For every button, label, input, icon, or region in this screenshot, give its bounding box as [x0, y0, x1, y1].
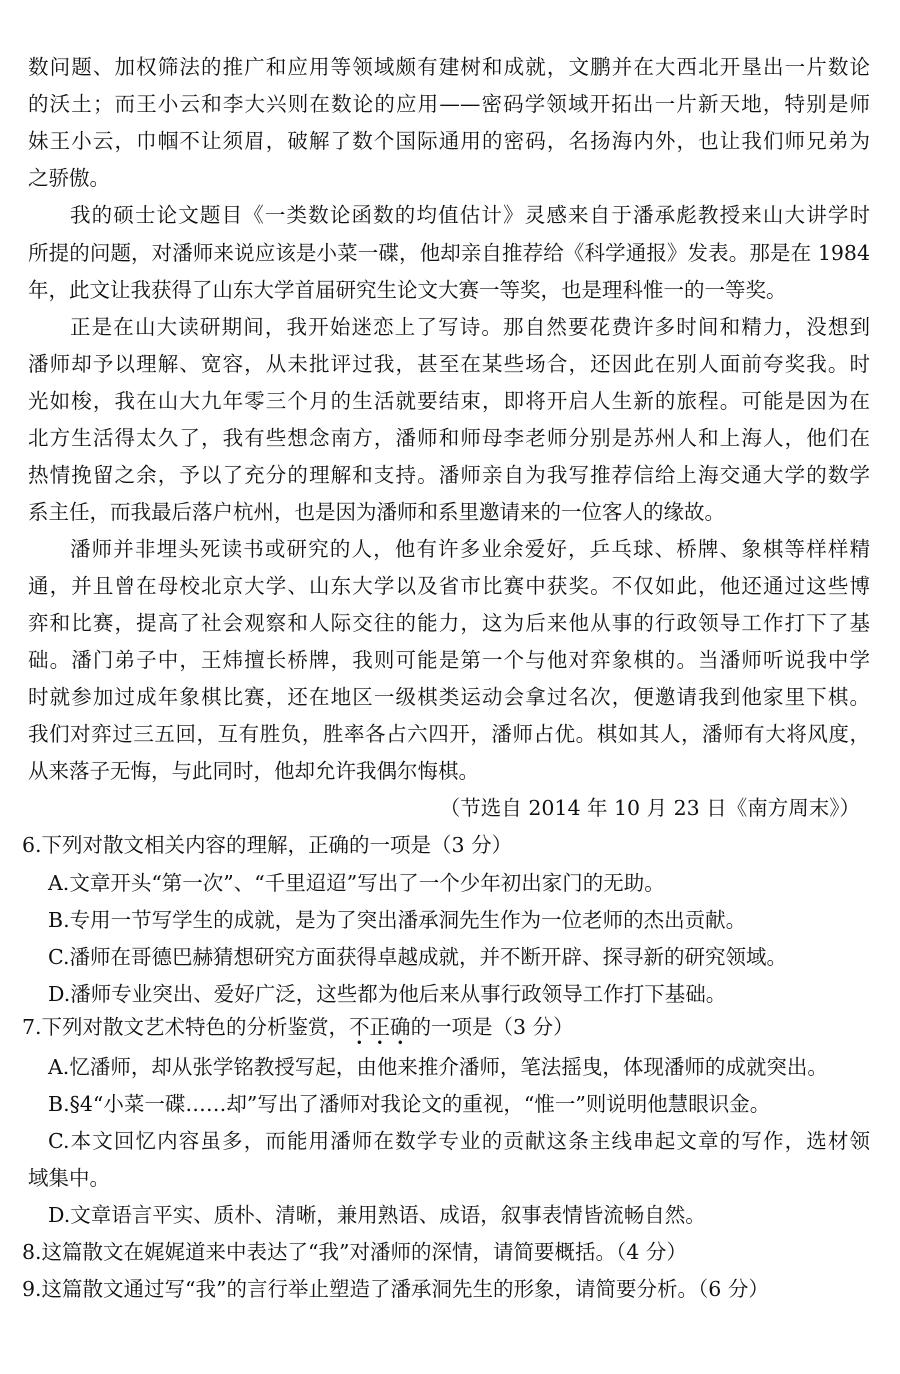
- body-line: 光如梭，我在山大九年零三个月的生活就要结束，即将开启人生新的旅程。可能是因为在: [28, 389, 870, 413]
- question-7-option-c: C.本文回忆内容虽多，而能用潘师在数学专业的贡献这条主线串起文章的写作，选材领: [48, 1129, 870, 1153]
- body-line: 潘师却予以理解、宽容，从未批评过我，甚至在某些场合，还因此在别人面前夸奖我。时: [28, 352, 870, 376]
- body-line: 潘师并非埋头死读书或研究的人，他有许多业余爱好，乒乓球、桥牌、象棋等样样精: [70, 537, 870, 561]
- body-line: 正是在山大读研期间，我开始迷恋上了写诗。那自然要花费许多时间和精力，没想到: [70, 315, 870, 339]
- question-9: 9.这篇散文通过写“我”的言行举止塑造了潘承洞先生的形象，请简要分析。（6 分）: [22, 1277, 769, 1301]
- body-line: 时就参加过成年象棋比赛，还在地区一级棋类运动会拿过名次，便邀请我到他家里下棋。: [28, 685, 870, 709]
- body-line: 数问题、加权筛法的推广和应用等领域颇有建树和成就，文鹏并在大西北开垦出一片数论: [28, 55, 870, 79]
- emphasis-text: 不正确: [349, 1015, 411, 1039]
- question-7-option-b: B.§4“小菜一碟……却”写出了潘师对我论文的重视，“惟一”则说明他慧眼识金。: [48, 1092, 771, 1116]
- question-7-stem-prefix: 7.下列对散文艺术特色的分析鉴赏，: [22, 1015, 350, 1039]
- question-7-stem: [22, 1012, 574, 1050]
- body-line: 我的硕士论文题目《一类数论函数的均值估计》灵感来自于潘承彪教授来山大讲学时: [70, 203, 870, 227]
- body-line: 所提的问题，对潘师来说应该是小菜一碟，他却亲自推荐给《科学通报》发表。那是在 1984: [28, 241, 870, 265]
- body-line: 妹王小云，巾帼不让须眉，破解了数个国际通用的密码，名扬海内外，也让我们师兄弟为: [28, 129, 870, 153]
- question-8: 8.这篇散文在娓娓道来中表达了“我”对潘师的深情，请简要概括。（4 分）: [22, 1240, 687, 1264]
- question-7-stem-suffix: 的一项是（3 分）: [410, 1015, 574, 1039]
- question-6-option-d: D.潘师专业突出、爱好广泛，这些都为他后来从事行政领导工作打下基础。: [48, 982, 727, 1006]
- body-line: 系主任，而我最后落户杭州，也是因为潘师和系里邀请来的一位客人的缘故。: [28, 500, 725, 524]
- question-6-option-c: C.潘师在哥德巴赫猜想研究方面获得卓越成就，并不断开辟、探寻新的研究领域。: [48, 945, 787, 969]
- question-7-option-a: A.忆潘师，却从张学铭教授写起，由他来推介潘师，笔法摇曳，体现潘师的成就突出。: [48, 1055, 828, 1079]
- emphasis-not-correct: [349, 1012, 411, 1050]
- question-6-option-a: A.文章开头“第一次”、“千里迢迢”写出了一个少年初出家门的无助。: [48, 871, 665, 895]
- body-line: 北方生活得太久了，我有些想念南方，潘师和师母李老师分别是苏州人和上海人，他们在: [28, 426, 870, 450]
- body-line: 从来落子无悔，与此同时，他却允许我偶尔悔棋。: [28, 759, 479, 783]
- emphasis-dots: • • •: [355, 1036, 404, 1050]
- body-line: 年，此文让我获得了山东大学首届研究生论文大赛一等奖，也是理科惟一的一等奖。: [28, 278, 787, 302]
- body-line: 的沃土；而王小云和李大兴则在数论的应用——密码学领域开拓出一片新天地，特别是师: [28, 92, 870, 116]
- body-line: 之骄傲。: [28, 166, 110, 190]
- body-line: 通，并且曾在母校北京大学、山东大学以及省市比赛中获奖。不仅如此，他还通过这些博: [28, 574, 870, 598]
- question-7-option-c-cont: 域集中。: [28, 1166, 110, 1190]
- question-6-stem: 6.下列对散文相关内容的理解，正确的一项是（3 分）: [22, 833, 513, 857]
- body-line: 热情挽留之余，予以了充分的理解和支持。潘师亲自为我写推荐信给上海交通大学的数学: [28, 463, 870, 487]
- body-line: 弈和比赛，提高了社会观察和人际交往的能力，这为后来他从事的行政领导工作打下了基: [28, 611, 870, 635]
- body-line: 础。潘门弟子中，王炜擅长桥牌，我则可能是第一个与他对弈象棋的。当潘师听说我中学: [28, 648, 870, 672]
- body-line: 我们对弈过三五回，互有胜负，胜率各占六四开，潘师占优。棋如其人，潘师有大将风度，: [28, 722, 870, 746]
- source-note: （节选自 2014 年 10 月 23 日《南方周末》）: [439, 796, 860, 820]
- question-6-option-b: B.专用一节写学生的成就，是为了突出潘承洞先生作为一位老师的杰出贡献。: [48, 908, 747, 932]
- question-7-option-d: D.文章语言平实、质朴、清晰，兼用熟语、成语，叙事表情皆流畅自然。: [48, 1203, 706, 1227]
